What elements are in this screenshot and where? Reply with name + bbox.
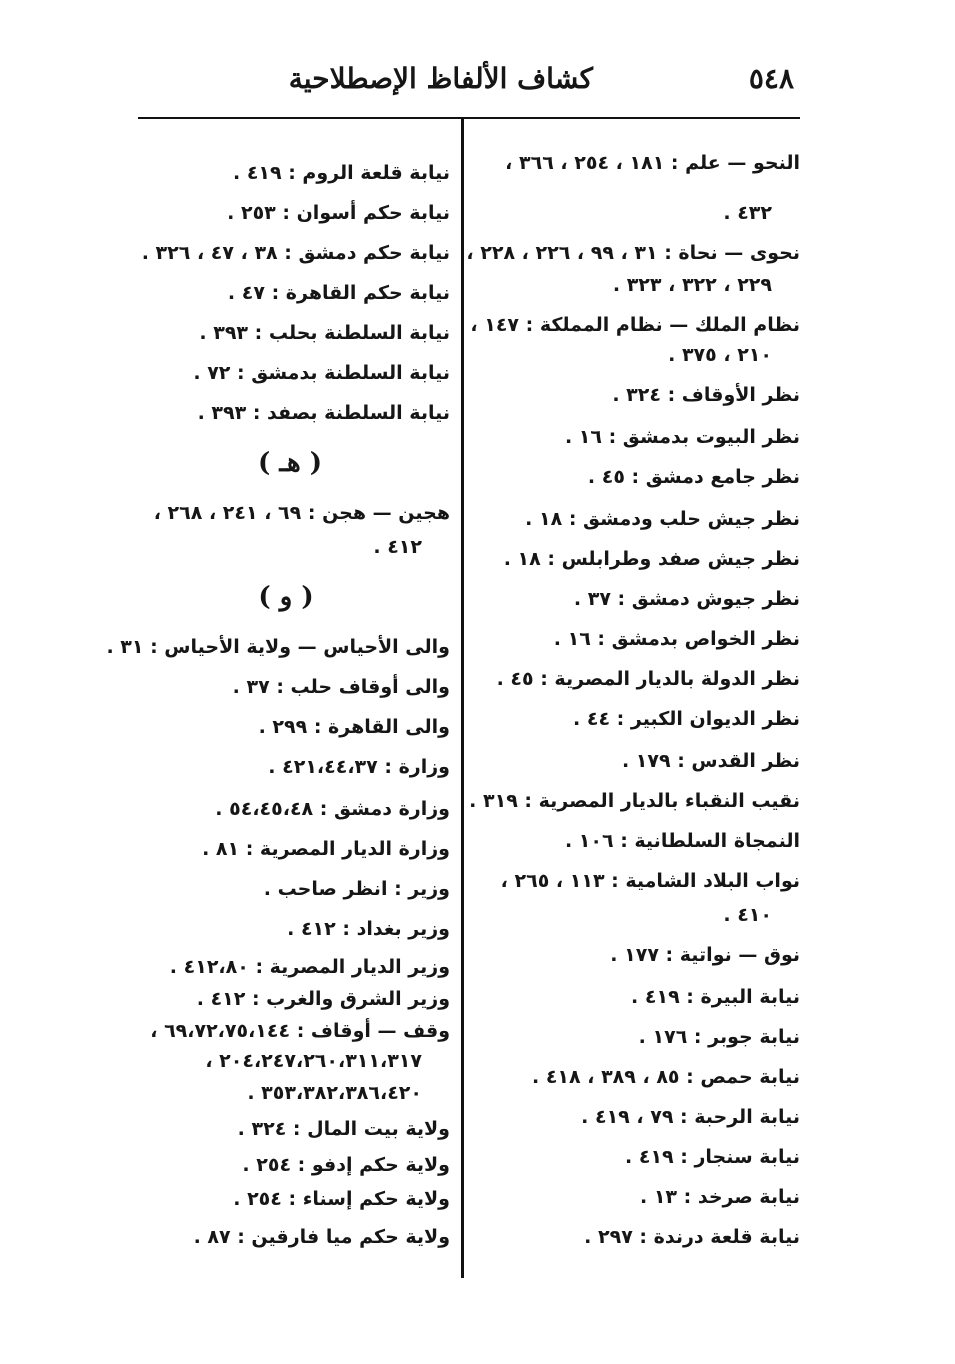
index-entry: نيابة السلطنة بدمشق : ٧٢ . — [193, 362, 450, 384]
index-entry-continuation: ٤٣٢ . — [723, 202, 772, 224]
index-entry: نظر الأوقاف : ٣٢٤ . — [612, 384, 800, 406]
index-entry: وقف — أوقاف : ٦٩،٧٢،٧٥،١٤٤ ، — [150, 1020, 450, 1042]
index-entry: نوق — نواتية : ١٧٧ . — [610, 944, 800, 966]
index-entry: نظر جيوش دمشق : ٣٧ . — [573, 588, 800, 610]
index-entry: وزير الديار المصرية : ٤١٢،٨٠ . — [169, 956, 450, 978]
index-entry: نيابة حمص : ٨٥ ، ٣٨٩ ، ٤١٨ . — [531, 1066, 800, 1088]
index-entry: النحو — علم : ١٨١ ، ٢٥٤ ، ٣٦٦ ، — [505, 152, 800, 174]
index-entry: والى القاهرة : ٢٩٩ . — [258, 716, 450, 738]
index-entry-continuation: ٢١٠ ، ٣٧٥ . — [668, 344, 772, 366]
index-entry-continuation: ٣٥٣،٣٨٢،٣٨٦،٤٢٠ . — [247, 1082, 422, 1104]
page-number: ٥٤٨ — [748, 62, 794, 95]
index-entry: نيابة قلعة درندة : ٢٩٧ . — [584, 1226, 800, 1248]
index-entry: نظر الدولة بالديار المصرية : ٤٥ . — [496, 668, 800, 690]
index-entry: نظام الملك — نظام المملكة : ١٤٧ ، — [470, 314, 800, 336]
index-entry: والى الأحياس — ولاية الأحياس : ٣١ . — [106, 636, 450, 658]
index-entry: نظر جيش صفد وطرابلس : ١٨ . — [503, 548, 800, 570]
index-entry: نيابة السلطنة بصفد : ٣٩٣ . — [197, 402, 450, 424]
index-entry: نظر البيوت بدمشق : ١٦ . — [564, 426, 800, 448]
section-letter-ha: ( هـ ) — [257, 448, 323, 478]
index-entry: وزارة دمشق : ٥٤،٤٥،٤٨ . — [215, 798, 450, 820]
index-entry: نيابة حكم دمشق : ٣٨ ، ٤٧ ، ٣٢٦ . — [141, 242, 450, 264]
index-entry: نيابة حكم القاهرة : ٤٧ . — [227, 282, 450, 304]
index-entry: نيابة حكم أسوان : ٢٥٣ . — [227, 202, 450, 224]
index-entry: نيابة السلطنة بحلب : ٣٩٣ . — [199, 322, 450, 344]
index-entry: نظر القدس : ١٧٩ . — [621, 750, 800, 772]
index-entry: نظر الخواص بدمشق : ١٦ . — [553, 628, 800, 650]
index-entry: وزير بغداد : ٤١٢ . — [287, 918, 450, 940]
index-entry: النمجاة السلطانية : ١٠٦ . — [564, 830, 800, 852]
header-rule — [138, 117, 800, 119]
index-entry: هجين — هجن : ٦٩ ، ٢٤١ ، ٢٦٨ ، — [153, 502, 450, 524]
index-entry-continuation: ٤١٠ . — [723, 904, 772, 926]
index-entry: نظر الديوان الكبير : ٤٤ . — [573, 708, 800, 730]
index-entry: نيابة الرحبة : ٧٩ ، ٤١٩ . — [581, 1106, 800, 1128]
column-divider — [461, 118, 464, 1278]
index-entry: نحوى — نحاة : ٣١ ، ٩٩ ، ٢٢٦ ، ٢٢٨ ، — [466, 242, 800, 264]
index-entry: نيابة صرخد : ١٣ . — [639, 1186, 800, 1208]
index-entry: نيابة جوبر : ١٧٦ . — [638, 1026, 800, 1048]
index-entry: ولاية حكم ميا فارقين : ٨٧ . — [193, 1226, 450, 1248]
index-entry: نيابة قلعة الروم : ٤١٩ . — [232, 162, 450, 184]
index-entry: نظر جامع دمشق : ٤٥ . — [587, 466, 800, 488]
index-entry-continuation: ٢٠٤،٢٤٧،٢٦٠،٣١١،٣١٧ ، — [205, 1050, 422, 1072]
index-entry: نيابة البيرة : ٤١٩ . — [631, 986, 800, 1008]
index-entry: وزير الشرق والغرب : ٤١٢ . — [196, 988, 450, 1010]
index-entry-continuation: ٢٢٩ ، ٣٢٢ ، ٣٢٣ . — [612, 274, 772, 296]
index-entry: وزارة : ٤٢١،٤٤،٣٧ . — [268, 756, 450, 778]
index-entry: وزارة الديار المصرية : ٨١ . — [202, 838, 450, 860]
index-entry: نيابة سنجار : ٤١٩ . — [625, 1146, 800, 1168]
page-header — [138, 62, 798, 112]
index-entry: نواب البلاد الشامية : ١١٣ ، ٢٦٥ ، — [500, 870, 800, 892]
index-entry: ولاية حكم إدفو : ٢٥٤ . — [242, 1154, 450, 1176]
index-entry: نظر جيش حلب ودمشق : ١٨ . — [525, 508, 800, 530]
index-entry-continuation: ٤١٢ . — [373, 536, 422, 558]
index-entry: ولاية حكم إسناء : ٢٥٤ . — [233, 1188, 450, 1210]
index-entry: وزير : انظر صاحب . — [263, 878, 450, 900]
index-entry: والى أوقاف حلب : ٣٧ . — [232, 676, 450, 698]
index-entry: ولاية بيت المال : ٣٢٤ . — [237, 1118, 450, 1140]
index-entry: نقيب النقباء بالديار المصرية : ٣١٩ . — [469, 790, 800, 812]
section-letter-waw: ( و ) — [258, 582, 314, 612]
running-title: كشاف الألفاظ الإصطلاحية — [288, 62, 593, 95]
